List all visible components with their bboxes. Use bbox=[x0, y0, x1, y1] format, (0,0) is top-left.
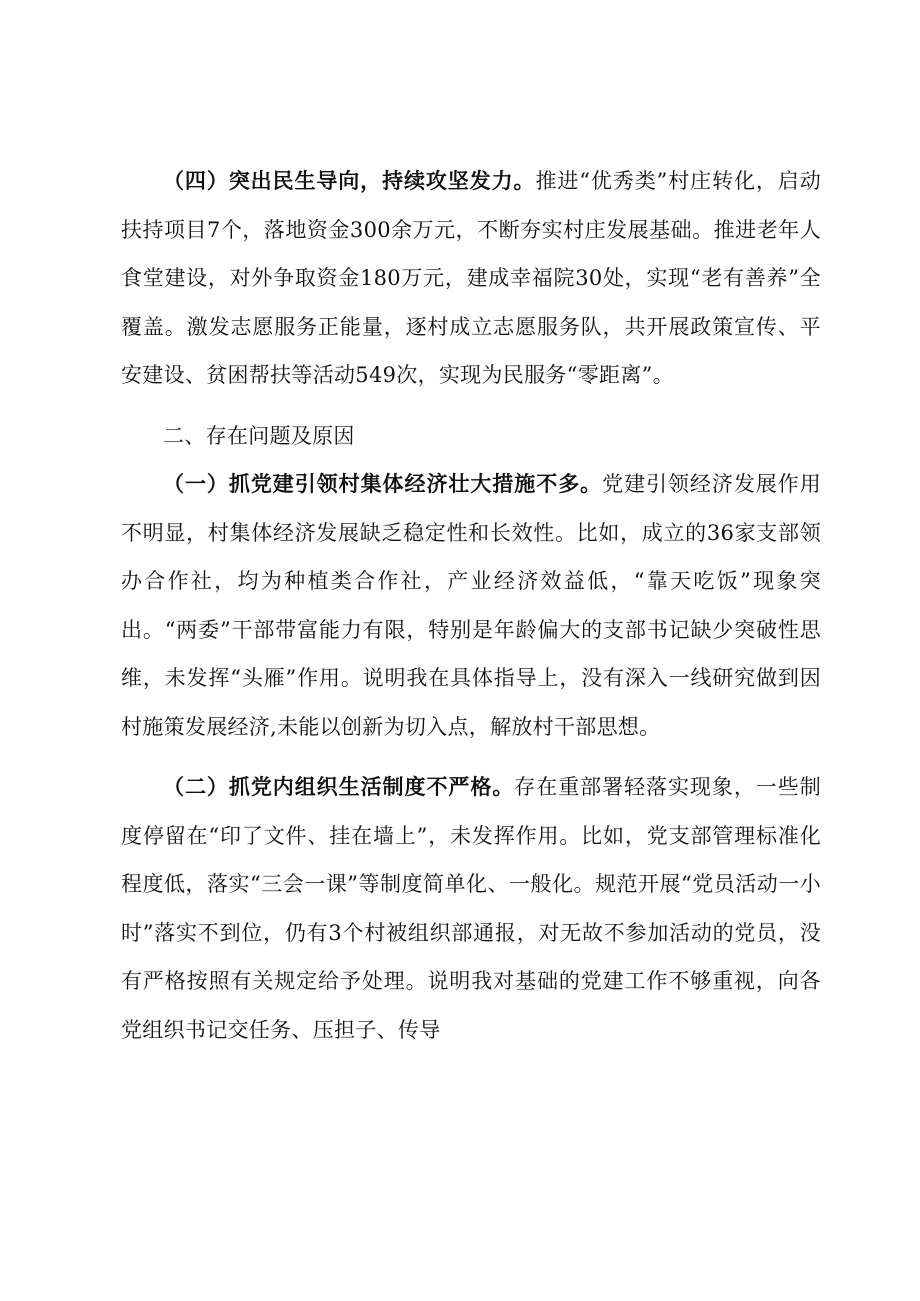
paragraph-problem-1 bbox=[121, 460, 821, 751]
paragraph-text: 存在重部署轻落实现象，一些制度停留在“印了文件、挂在墙上”，未发挥作用。比如，党支部管理标准化程度低，落实“三会一课”等制度简单化、一般化。规范开展“党员活动一小时”落实不到位，仍有3个村被组织部通报，对无故不参加活动的党员，没有严格按照有关规定给予处理。说明我对基础的党建工作不够重视，向各党组织书记交任务、压担子、传导 bbox=[121, 775, 821, 1042]
paragraph-text: 推进“优秀类”村庄转化，启动扶持项目7个，落地资金300余万元，不断夯实村庄发展基础。推进老年人食堂建设，对外争取资金180万元，建成幸福院30处，实现“老有善养”全覆盖。激发志愿服务正能量，逐村成立志愿服务队，共开展政策宣传、平安建设、贫困帮扶等活动549次，实现为民服务“零距离”。 bbox=[121, 169, 822, 387]
paragraph-problem-2 bbox=[121, 763, 821, 1054]
section-heading: 二、存在问题及原因 bbox=[163, 423, 355, 448]
paragraph-lead: （一）抓党建引领村集体经济壮大措施不多。 bbox=[163, 471, 603, 496]
document-body bbox=[121, 157, 821, 1054]
paragraph-section-4 bbox=[121, 157, 821, 400]
paragraph-lead: （二）抓党内组织生活制度不严格。 bbox=[163, 774, 515, 799]
paragraph-text: 党建引领经济发展作用不明显，村集体经济发展缺乏稳定性和长效性。比如，成立的36家支部领办合作社，均为种植类合作社，产业经济效益低，“靠天吃饭”现象突出。“两委”干部带富能力有限，特别是年龄偏大的支部书记缺少突破性思维，未发挥“头雁”作用。说明我在具体指导上，没有深入一线研究做到因村施策发展经济,未能以创新为切入点，解放村干部思想。 bbox=[121, 472, 822, 739]
paragraph-lead: （四）突出民生导向，持续攻坚发力。 bbox=[163, 168, 536, 193]
